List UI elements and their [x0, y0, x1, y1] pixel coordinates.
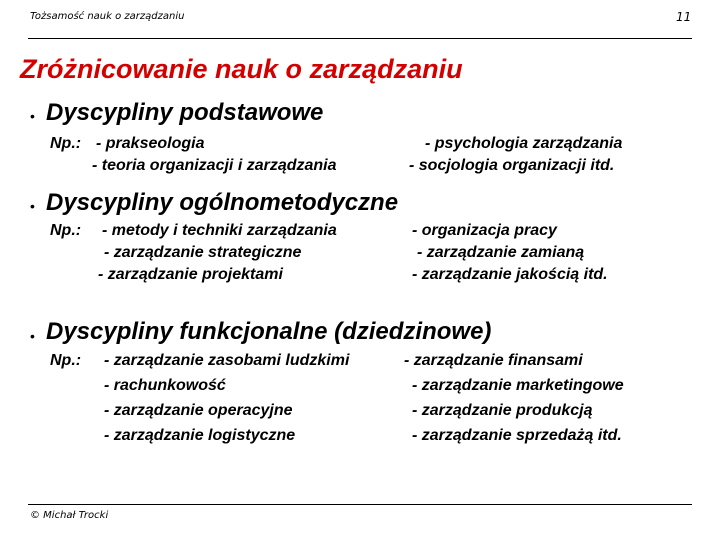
slide-title: Zróżnicowanie nauk o zarządzaniu	[20, 54, 463, 84]
section-2-right-3: - zarządzanie jakością itd.	[412, 266, 608, 283]
section-3-heading: Dyscypliny funkcjonalne (dziedzinowe)	[46, 318, 492, 345]
section-3-right-1: - zarządzanie finansami	[404, 352, 583, 369]
section-1-prefix: Np.:	[50, 135, 82, 152]
bullet-3: •	[30, 328, 35, 344]
section-1-left-1: - prakseologia	[96, 135, 205, 152]
section-1-right-2: - socjologia organizacji itd.	[409, 157, 615, 174]
section-1-left-2: - teoria organizacji i zarządzania	[92, 157, 337, 174]
footer-rule	[28, 504, 692, 505]
section-3-left-2: - rachunkowość	[104, 377, 226, 394]
bullet-1: •	[30, 108, 35, 124]
section-2-right-2: - zarządzanie zamianą	[417, 244, 585, 261]
section-3-right-4: - zarządzanie sprzedażą itd.	[412, 427, 622, 444]
footer-author: © Michał Trocki	[30, 510, 109, 521]
section-1-heading: Dyscypliny podstawowe	[46, 99, 324, 126]
section-2-left-1: - metody i techniki zarządzania	[102, 222, 337, 239]
page-number: 11	[676, 10, 692, 24]
section-3-prefix: Np.:	[50, 352, 82, 369]
running-title: Tożsamość nauk o zarządzaniu	[30, 11, 185, 22]
header-rule	[28, 38, 692, 39]
bullet-2: •	[30, 198, 35, 214]
section-2-left-3: - zarządzanie projektami	[98, 266, 283, 283]
section-1-right-1: - psychologia zarządzania	[425, 135, 623, 152]
section-2-left-2: - zarządzanie strategiczne	[104, 244, 302, 261]
section-3-right-2: - zarządzanie marketingowe	[412, 377, 624, 394]
section-2-prefix: Np.:	[50, 222, 82, 239]
section-3-left-1: - zarządzanie zasobami ludzkimi	[104, 352, 350, 369]
section-2-heading: Dyscypliny ogólnometodyczne	[46, 189, 399, 216]
section-3-right-3: - zarządzanie produkcją	[412, 402, 593, 419]
section-2-right-1: - organizacja pracy	[412, 222, 557, 239]
section-3-left-4: - zarządzanie logistyczne	[104, 427, 296, 444]
section-3-left-3: - zarządzanie operacyjne	[104, 402, 293, 419]
